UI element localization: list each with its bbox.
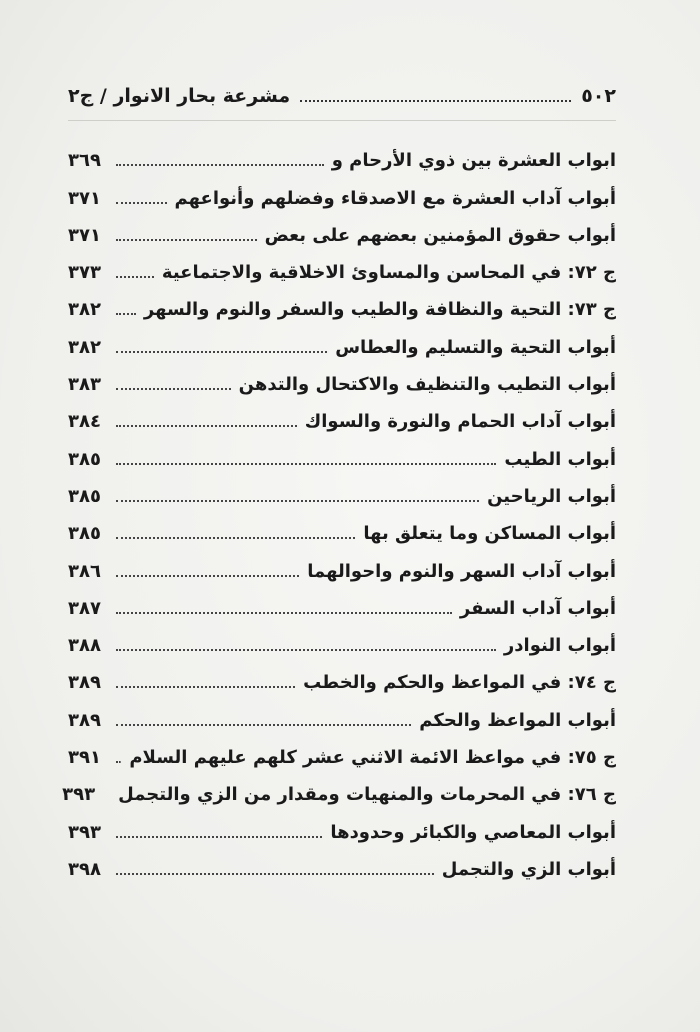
toc-entry-label: أبواب آداب السفر <box>459 597 616 619</box>
toc-entry <box>68 364 616 401</box>
toc-entry-label: أبواب آداب الحمام والنورة والسواك <box>304 411 616 433</box>
toc-leader-dots <box>116 575 299 577</box>
toc-entry-page: ٣٨٦ <box>68 560 101 582</box>
toc-entry-page: ٣٨٤ <box>68 411 101 433</box>
toc-entry-page: ٣٩٣ <box>68 821 101 843</box>
toc-entry <box>68 811 616 848</box>
toc-entry <box>68 662 616 699</box>
toc-entry-label: أبواب المعاصي والكبائر وحدودها <box>330 821 616 843</box>
toc-entry <box>68 401 616 438</box>
toc-leader-dots <box>116 351 327 353</box>
toc-leader-dots <box>116 388 231 390</box>
toc-entry-label: ابواب العشرة بين ذوي الأرحام و <box>331 150 616 172</box>
toc-entry <box>68 699 616 736</box>
toc-leader-dots <box>116 313 136 315</box>
toc-entry <box>68 289 616 326</box>
toc-entry-page: ٣٨٢ <box>68 299 101 321</box>
toc-entry-label: أبواب النوادر <box>503 635 616 657</box>
toc-entry-label: أبواب المواعظ والحكم <box>419 709 616 731</box>
toc-leader-dots <box>116 463 496 465</box>
header-leader-dots <box>300 100 571 102</box>
toc-entry-label: ج ٧٦: في المحرمات والمنهيات ومقدار من الزي والتجمل <box>118 784 616 806</box>
header-book-title: مشرعة بحار الانوار / ج٢ <box>68 85 291 107</box>
toc-entry <box>68 849 616 886</box>
toc-entry <box>68 326 616 363</box>
toc-entry-label: أبواب الرياحين <box>487 485 616 507</box>
toc-entry <box>68 550 616 587</box>
toc-entry-label: أبواب الطيب <box>504 448 616 470</box>
running-header <box>68 78 616 114</box>
toc-entry-label: أبواب حقوق المؤمنين بعضهم على بعض <box>264 224 616 246</box>
toc-leader-dots <box>116 873 434 875</box>
toc-entry-page: ٣٩٣ <box>62 784 96 806</box>
toc-leader-dots <box>116 276 154 278</box>
toc-entry-label: ج ٧٤: في المواعظ والحكم والخطب <box>303 672 616 694</box>
toc-entry <box>62 774 616 811</box>
toc-entry-page: ٣٩٨ <box>68 858 101 880</box>
toc-entry-page: ٣٨٩ <box>68 672 101 694</box>
toc-entry-label: ج ٧٥: في مواعظ الائمة الاثني عشر كلهم عليهم السلام <box>129 747 616 769</box>
toc-leader-dots <box>116 724 411 726</box>
toc-entry-page: ٣٨٥ <box>68 448 101 470</box>
toc-entry-page: ٣٧٣ <box>68 262 101 284</box>
toc-entry-page: ٣٨٥ <box>68 485 101 507</box>
toc-entry <box>68 252 616 289</box>
toc-entry-label: أبواب المساكن وما يتعلق بها <box>363 523 616 545</box>
toc-entry-page: ٣٨٨ <box>68 635 101 657</box>
toc-entry-page: ٣٨٣ <box>68 374 101 396</box>
toc-entry-label: أبواب آداب السهر والنوم واحوالهما <box>307 560 616 582</box>
toc-entry-page: ٣٨٢ <box>68 336 101 358</box>
toc-entry <box>68 513 616 550</box>
toc-leader-dots <box>116 164 324 166</box>
toc-entry-label: أبواب آداب العشرة مع الاصدقاء وفضلهم وأنواعهم <box>174 187 616 209</box>
toc-entry-page: ٣٦٩ <box>68 150 101 172</box>
toc-leader-dots <box>116 686 295 688</box>
toc-leader-dots <box>116 537 355 539</box>
toc-entry-label: ج ٧٢: في المحاسن والمساوئ الاخلاقية والاجتماعية <box>161 262 616 284</box>
toc-leader-dots <box>116 202 167 204</box>
toc-entry <box>68 215 616 252</box>
toc-entry-label: أبواب التطيب والتنظيف والاكتحال والتدهن <box>238 374 616 396</box>
toc-leader-dots <box>116 239 257 241</box>
toc-entry-page: ٣٨٩ <box>68 709 101 731</box>
toc-entry <box>68 625 616 662</box>
toc-entry-label: أبواب التحية والتسليم والعطاس <box>335 336 616 358</box>
toc-entry-page: ٣٧١ <box>68 187 101 209</box>
toc-leader-dots <box>116 649 496 651</box>
header-page-number: ٥٠٢ <box>581 85 616 107</box>
toc-entry <box>68 140 616 177</box>
toc-leader-dots <box>116 612 452 614</box>
table-of-contents <box>62 140 616 886</box>
toc-entry-label: ج ٧٣: التحية والنظافة والطيب والسفر والنوم والسهر <box>143 299 616 321</box>
toc-entry <box>68 588 616 625</box>
toc-entry <box>68 737 616 774</box>
toc-leader-dots <box>116 500 479 502</box>
toc-entry-page: ٣٨٧ <box>68 597 101 619</box>
toc-entry-page: ٣٨٥ <box>68 523 101 545</box>
toc-entry-page: ٣٩١ <box>68 747 101 769</box>
toc-entry <box>68 177 616 214</box>
toc-leader-dots <box>116 761 121 763</box>
toc-entry-label: أبواب الزي والتجمل <box>441 858 616 880</box>
toc-leader-dots <box>116 425 297 427</box>
header-divider <box>68 120 616 121</box>
toc-leader-dots <box>116 836 322 838</box>
toc-entry <box>68 438 616 475</box>
toc-entry <box>68 476 616 513</box>
toc-entry-page: ٣٧١ <box>68 224 101 246</box>
